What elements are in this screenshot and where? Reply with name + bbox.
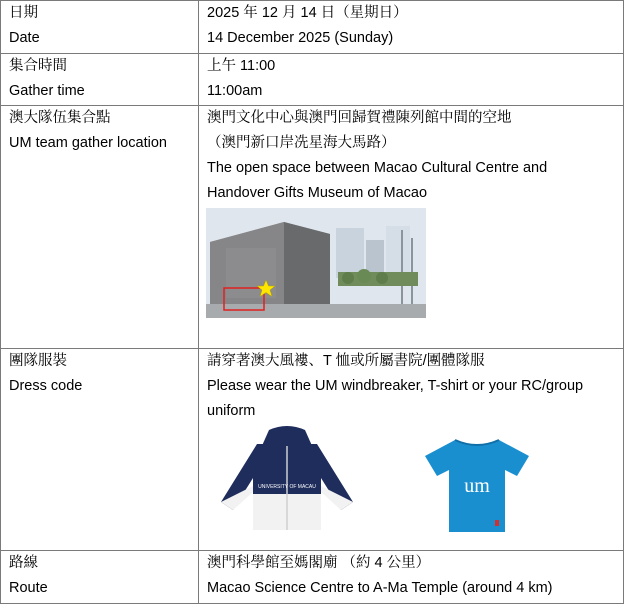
row-location [1, 106, 624, 349]
label-zh: 日期 [9, 5, 38, 21]
label-zh: 團隊服裝 [9, 353, 67, 369]
value-zh-address: （澳門新口岸冼星海大馬路） [207, 135, 396, 151]
label-cell-gather-time [1, 54, 199, 106]
value-cell-date [199, 1, 624, 54]
value-cell-dress-code [199, 349, 624, 551]
label-cell-date [1, 1, 199, 54]
value-zh: 請穿著澳大風褸、T 恤或所屬書院/團體隊服 [207, 353, 485, 369]
value-en: 11:00am [207, 83, 263, 99]
value-zh: 2025 年 12 月 14 日（星期日） [207, 5, 408, 21]
windbreaker-jacket-image [217, 426, 357, 536]
label-zh: 路線 [9, 555, 38, 571]
value-cell-route [199, 551, 624, 604]
value-en: Macao Science Centre to A-Ma Temple (around 4 km) [207, 580, 553, 596]
label-zh: 集合時間 [9, 58, 67, 74]
value-en: 14 December 2025 (Sunday) [207, 30, 394, 46]
gather-location-photo [206, 208, 426, 318]
label-zh: 澳大隊伍集合點 [9, 110, 111, 126]
label-cell-location [1, 106, 199, 349]
label-en: Date [9, 30, 40, 46]
tshirt-logo-text: um [464, 475, 490, 497]
row-dress-code [1, 349, 624, 551]
label-en: Dress code [9, 378, 83, 394]
row-route [1, 551, 624, 604]
jacket-print-text: UNIVERSITY OF MACAU [258, 484, 316, 490]
label-en: Route [9, 580, 48, 596]
value-zh: 澳門文化中心與澳門回歸賀禮陳列館中間的空地 [207, 110, 512, 126]
label-cell-dress-code [1, 349, 199, 551]
row-date [1, 1, 624, 54]
label-cell-route [1, 551, 199, 604]
uniform-images [207, 426, 623, 546]
value-cell-location [199, 106, 624, 349]
label-en: UM team gather location [9, 135, 167, 151]
value-zh: 上午 11:00 [207, 58, 276, 74]
value-en: The open space between Macao Cultural Centre and Handover Gifts Museum of Macao [207, 160, 548, 201]
label-en: Gather time [9, 83, 85, 99]
value-en: Please wear the UM windbreaker, T-shirt or your RC/group uniform [207, 378, 584, 419]
value-zh: 澳門科學館至媽閣廟 （約 4 公里） [207, 555, 431, 571]
tshirt-image [417, 436, 537, 536]
row-gather-time [1, 54, 624, 106]
value-cell-gather-time [199, 54, 624, 106]
